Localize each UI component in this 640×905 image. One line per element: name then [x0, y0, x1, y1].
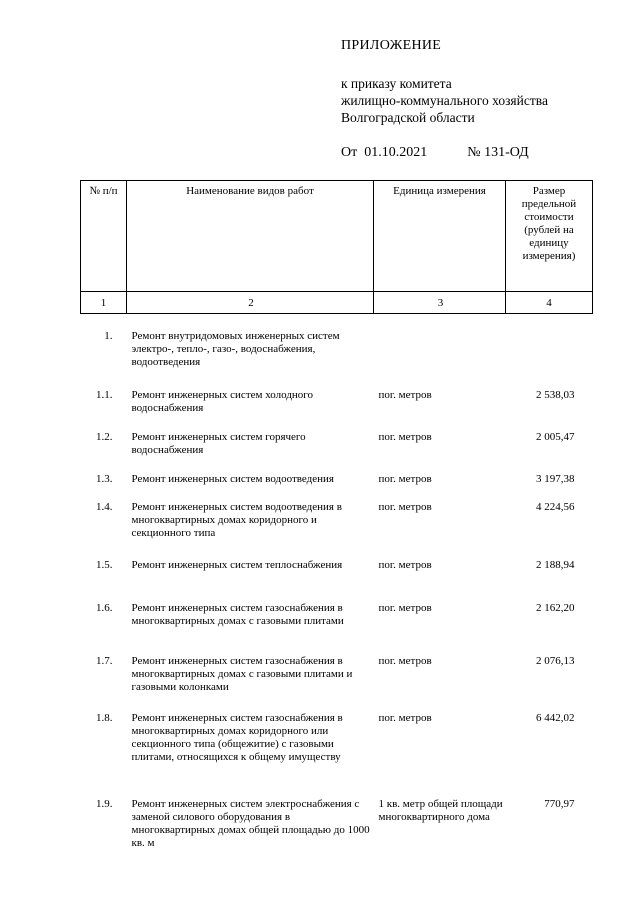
subtitle-line: жилищно-коммунального хозяйства: [341, 93, 548, 108]
table-row: [81, 322, 593, 381]
table-row: [81, 423, 593, 465]
table-row: [81, 493, 593, 551]
row-number: 1.: [104, 330, 113, 342]
work-name: Ремонт инженерных систем теплоснабжения: [131, 559, 343, 571]
max-cost: 2 188,94: [536, 559, 575, 571]
subtitle-line: к приказу комитета: [341, 76, 452, 91]
unit-of-measure: пог. метров: [378, 602, 432, 614]
unit-of-measure: пог. метров: [378, 473, 432, 485]
table-row: [81, 465, 593, 493]
column-number: 3: [374, 292, 506, 314]
unit-of-measure: пог. метров: [378, 559, 432, 571]
row-number: 1.5.: [96, 559, 113, 571]
unit-of-measure: пог. метров: [378, 389, 432, 401]
max-cost: [506, 322, 593, 381]
unit-of-measure: 1 кв. метр общей площади многоквартирного дома: [378, 798, 503, 823]
unit-of-measure: пог. метров: [378, 501, 432, 513]
work-name: Ремонт инженерных систем водоотведения: [131, 473, 334, 485]
work-name: Ремонт инженерных систем холодного водоснабжения: [131, 389, 314, 414]
row-number: 1.2.: [96, 431, 113, 443]
max-cost: 2 005,47: [536, 431, 575, 443]
work-name: Ремонт внутридомовых инженерных систем электро-, тепло-, газо-, водоснабжения, водоотведения: [131, 330, 340, 368]
table-body: [81, 314, 593, 861]
max-cost: 2 162,20: [536, 602, 575, 614]
column-number: 4: [506, 292, 593, 314]
column-number-row: [81, 292, 593, 314]
max-cost: 6 442,02: [536, 712, 575, 724]
table-row: [81, 704, 593, 790]
table-row: [81, 551, 593, 594]
column-header-unit: Единица измерения: [374, 181, 506, 292]
work-name: Ремонт инженерных систем водоотведения в многоквартирных домах коридорного и секционного типа: [131, 501, 342, 539]
max-cost: 770,97: [544, 798, 575, 810]
appendix-title: ПРИЛОЖЕНИЕ: [341, 38, 442, 53]
work-name: Ремонт инженерных систем электроснабжения с заменой силового оборудования в многоквартирных домах общей площадью до 1000 кв. м: [131, 798, 370, 849]
max-cost: 3 197,38: [536, 473, 575, 485]
row-number: 1.6.: [96, 602, 113, 614]
work-name: Ремонт инженерных систем газоснабжения в многоквартирных домах коридорного или секционного типа (общежитие) с газовыми плитами, относящихся к общему имуществу: [131, 712, 343, 763]
max-cost: 4 224,56: [536, 501, 575, 513]
unit-of-measure: пог. метров: [378, 431, 432, 443]
order-date: От 01.10.2021: [341, 145, 428, 160]
row-number: 1.8.: [96, 712, 113, 724]
table-row: [81, 790, 593, 860]
table-header-row: [81, 181, 593, 292]
column-header-cost: Размер предельной стоимости (рублей на единицу измерения): [506, 181, 593, 292]
table-row: [81, 381, 593, 423]
column-number: 1: [81, 292, 127, 314]
work-name: Ремонт инженерных систем газоснабжения в многоквартирных домах с газовыми плитами и газовыми колонками: [131, 655, 353, 693]
column-header-name: Наименование видов работ: [127, 181, 374, 292]
order-number: № 131-ОД: [467, 145, 529, 160]
column-number: 2: [127, 292, 374, 314]
max-cost: 2 538,03: [536, 389, 575, 401]
row-number: 1.9.: [96, 798, 113, 810]
order-date-line: [341, 145, 529, 161]
row-number: 1.7.: [96, 655, 113, 667]
max-cost: 2 076,13: [536, 655, 575, 667]
works-table: [80, 180, 593, 860]
unit-of-measure: пог. метров: [378, 712, 432, 724]
subtitle-line: Волгоградской области: [341, 110, 475, 125]
table-row: [81, 647, 593, 704]
row-number: 1.3.: [96, 473, 113, 485]
table-row: [81, 594, 593, 647]
spacer-row: [81, 314, 593, 323]
row-number: 1.4.: [96, 501, 113, 513]
unit-of-measure: пог. метров: [378, 655, 432, 667]
unit-of-measure: [374, 322, 506, 381]
work-name: Ремонт инженерных систем горячего водоснабжения: [131, 431, 306, 456]
appendix-subtitle: [341, 75, 548, 126]
work-name: Ремонт инженерных систем газоснабжения в многоквартирных домах с газовыми плитами: [131, 602, 344, 627]
column-header-number: № п/п: [81, 181, 127, 292]
row-number: 1.1.: [96, 389, 113, 401]
